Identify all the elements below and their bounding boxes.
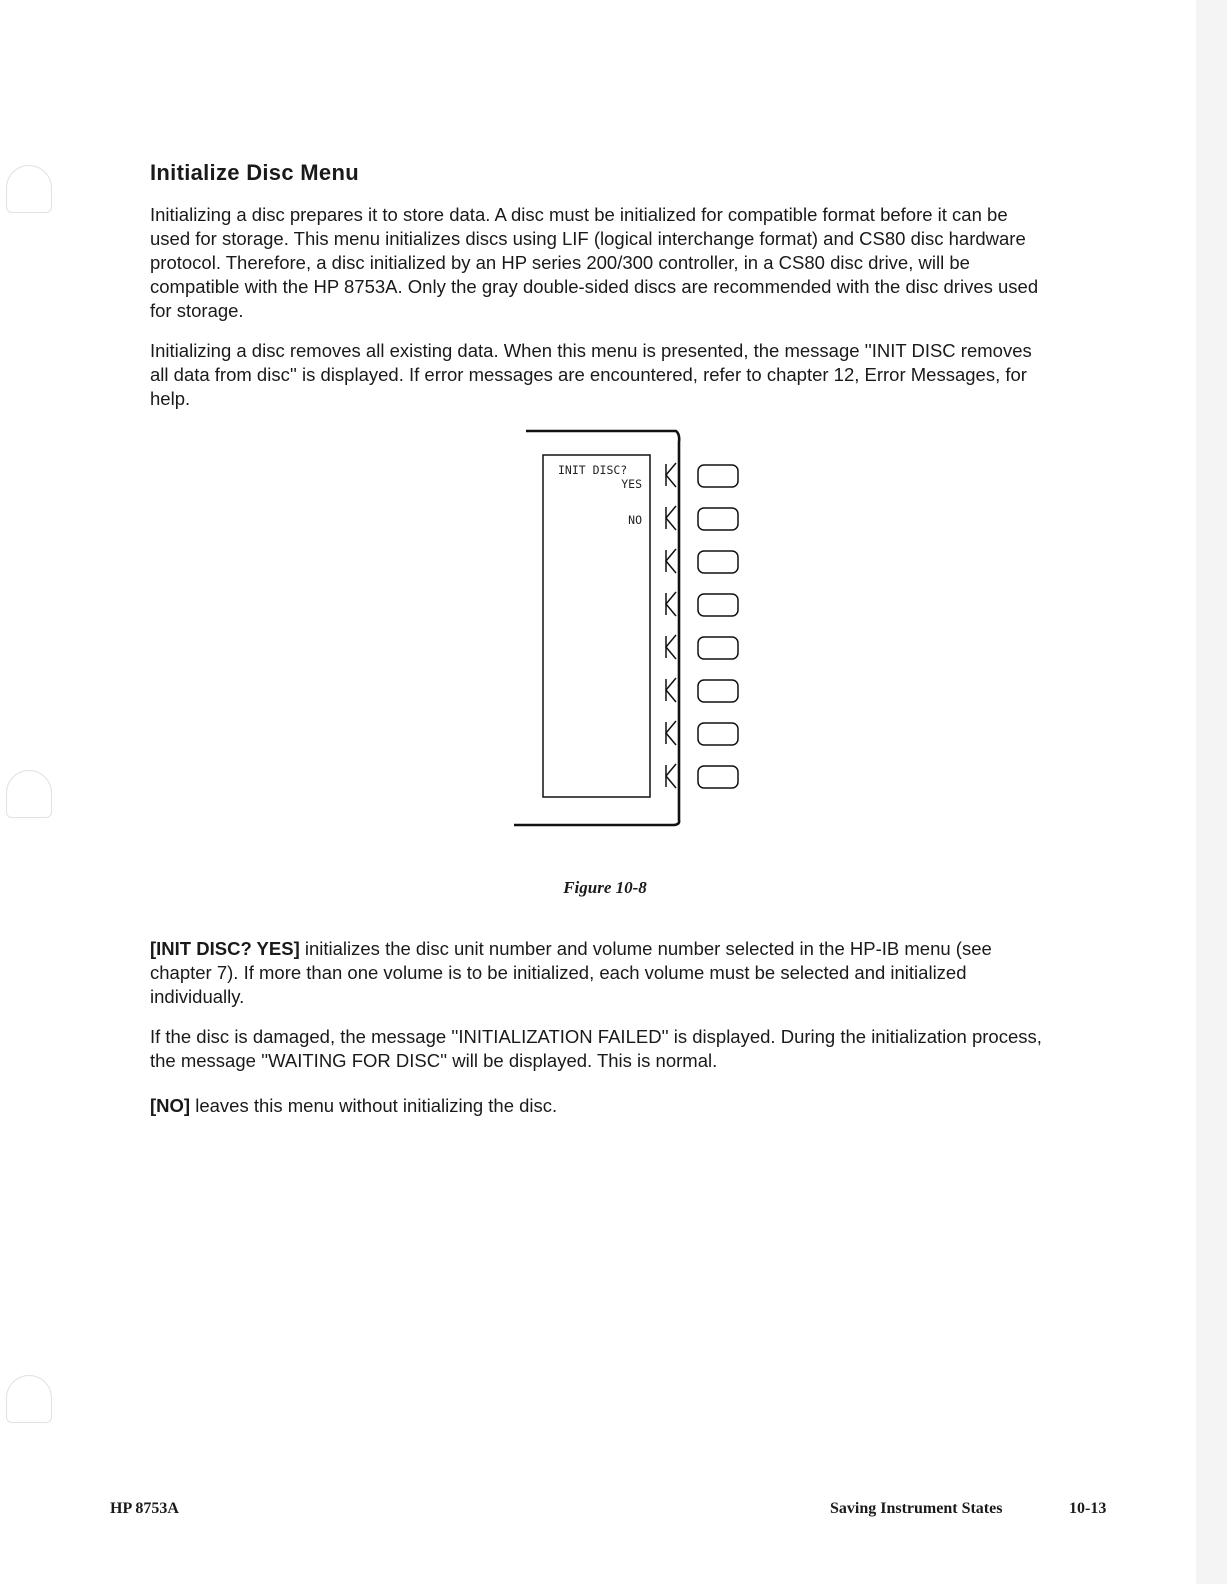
softkey-2 (666, 506, 738, 530)
binder-hole-bottom (6, 1375, 52, 1423)
footer-section-title: Saving Instrument States (830, 1500, 1003, 1517)
intro-paragraph-2: Initializing a disc removes all existing data. When this menu is presented, the message ''INIT DISC removes all data from disc'' is displayed. If error messages are encountered, refer to chapter 12, Error Messages, for help. (150, 340, 1032, 409)
footer-model: HP 8753A (110, 1500, 179, 1517)
intro-paragraph-1: Initializing a disc prepares it to store data. A disc must be initialized for compatible format before it can be used for storage. This menu initializes discs using LIF (logical interchange format) and CS80 disc hardware protocol. Therefore, a disc initialized by an HP series 200/300 controller, in a CS80 disc drive, will be compatible with the HP 8753A. Only the gray double-sided discs are recommended with the disc drives used for storage. (150, 204, 1039, 321)
init-disc-key-label: [INIT DISC? YES] (150, 938, 300, 959)
softkey-7 (666, 721, 738, 745)
no-key-description (150, 1094, 1055, 1118)
footer-page-number: 10-13 (1069, 1500, 1107, 1517)
softkey-label-init-disc: INIT DISC? (558, 463, 628, 477)
softkey-6 (666, 678, 738, 702)
no-key-label: [NO] (150, 1095, 191, 1116)
softkey-menu-diagram (510, 428, 750, 833)
damaged-disc-paragraph: If the disc is damaged, the message ''INITIALIZATION FAILED'' is displayed. During the initialization process, the message ''WAITING FOR DISC'' will be displayed. This is normal. (150, 1026, 1042, 1071)
init-disc-text: initializes the disc unit number and volume number selected in the HP-IB menu (see chapter 7). If more than one volume is to be initialized, each volume must be selected and initialized individually. (150, 938, 992, 1007)
binder-hole-top (6, 165, 52, 213)
no-key-text: leaves this menu without initializing the disc. (190, 1095, 558, 1116)
init-disc-description (150, 937, 1055, 1009)
softkey-label-no: NO (628, 513, 642, 527)
page-edge-shadow (1196, 0, 1227, 1584)
softkey-5 (666, 635, 738, 659)
section-title: Initialize Disc Menu (150, 160, 359, 185)
figure-caption: Figure 10-8 (563, 878, 647, 897)
softkey-4 (666, 592, 738, 616)
softkey-label-yes: YES (621, 477, 642, 491)
softkey-8 (666, 764, 738, 788)
binder-hole-middle (6, 770, 52, 818)
display-screen (543, 455, 650, 797)
softkey-3 (666, 549, 738, 573)
softkey-1 (666, 463, 738, 487)
